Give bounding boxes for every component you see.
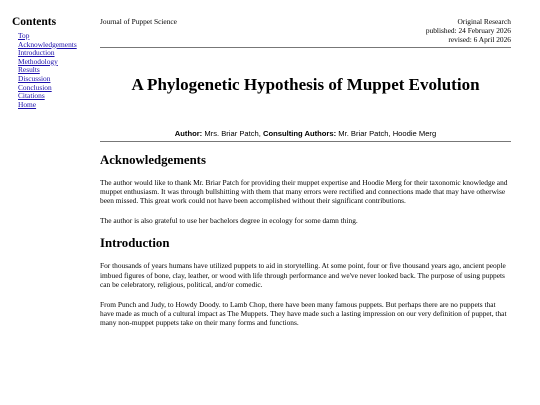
journal-name: Journal of Puppet Science [100,17,177,26]
introduction-paragraph-2: From Punch and Judy, to Howdy Doody. to Lamb Chop, there have been many famous puppets. But perhaps there are no puppets that have made as much of a cultural impact as The Muppets. They have made such a lasting impression on our very definition of puppet, that many non-muppet puppets take on their many forms and functions. [100,300,507,328]
revised-date: revised: 6 April 2026 [448,35,511,45]
contents-link-home[interactable]: Home [18,99,37,109]
consulting-authors-names: Mr. Briar Patch, Hoodie Merg [338,128,437,138]
contents-link-introduction[interactable]: Introduction [18,48,55,58]
authors-divider [100,141,511,142]
acknowledgements-paragraph-2: The author is also grateful to use her bachelors degree in ecology for some damn thing. [100,216,358,226]
acknowledgements-heading: Acknowledgements [100,152,206,167]
published-date: published: 24 February 2026 [425,26,511,36]
header-divider [100,47,511,48]
author-label: Author: [174,128,203,138]
article-header [100,17,511,45]
article-type: Original Research [457,17,511,26]
contents-sidebar [12,16,94,109]
contents-link-citations[interactable]: Citations [18,91,45,101]
introduction-heading: Introduction [100,236,170,251]
contents-link-results[interactable]: Results [18,65,40,75]
consulting-authors-label: Consulting Authors: [263,128,337,138]
contents-link-conclusion[interactable]: Conclusion [18,82,52,92]
contents-link-discussion[interactable]: Discussion [18,73,51,83]
contents-heading: Contents [12,16,57,28]
article-title: A Phylogenetic Hypothesis of Muppet Evolution [131,74,480,94]
contents-link-top[interactable]: Top [18,31,30,40]
article-meta [426,17,511,45]
acknowledgements-paragraph-1: The author would like to thank Mr. Briar Patch for providing their muppet expertise and Hoodie Merg for their taxonomic knowledge and muppet enthusiasm. It was through bullshitting with them that many errors were rectified and connections made that may have otherwise been missed. This great work could not have been accomplished without their significant contributions. [100,177,508,206]
article [100,17,511,328]
author-name: Mrs. Briar Patch, [204,128,261,138]
contents-link-acknowledgements[interactable]: Acknowledgements [18,39,77,49]
introduction-paragraph-1: For thousands of years humans have utilized puppets to aid in storytelling. At some point, four or five thousand years ago, ancient people imbued figures of bone, clay, leather, or wood with life through performance and we've never looked back. The purpose of using puppets can be celebratory, religious, political, and/or comedic. [100,261,506,289]
author-line [100,129,511,138]
contents-link-methodology[interactable]: Methodology [18,56,58,66]
